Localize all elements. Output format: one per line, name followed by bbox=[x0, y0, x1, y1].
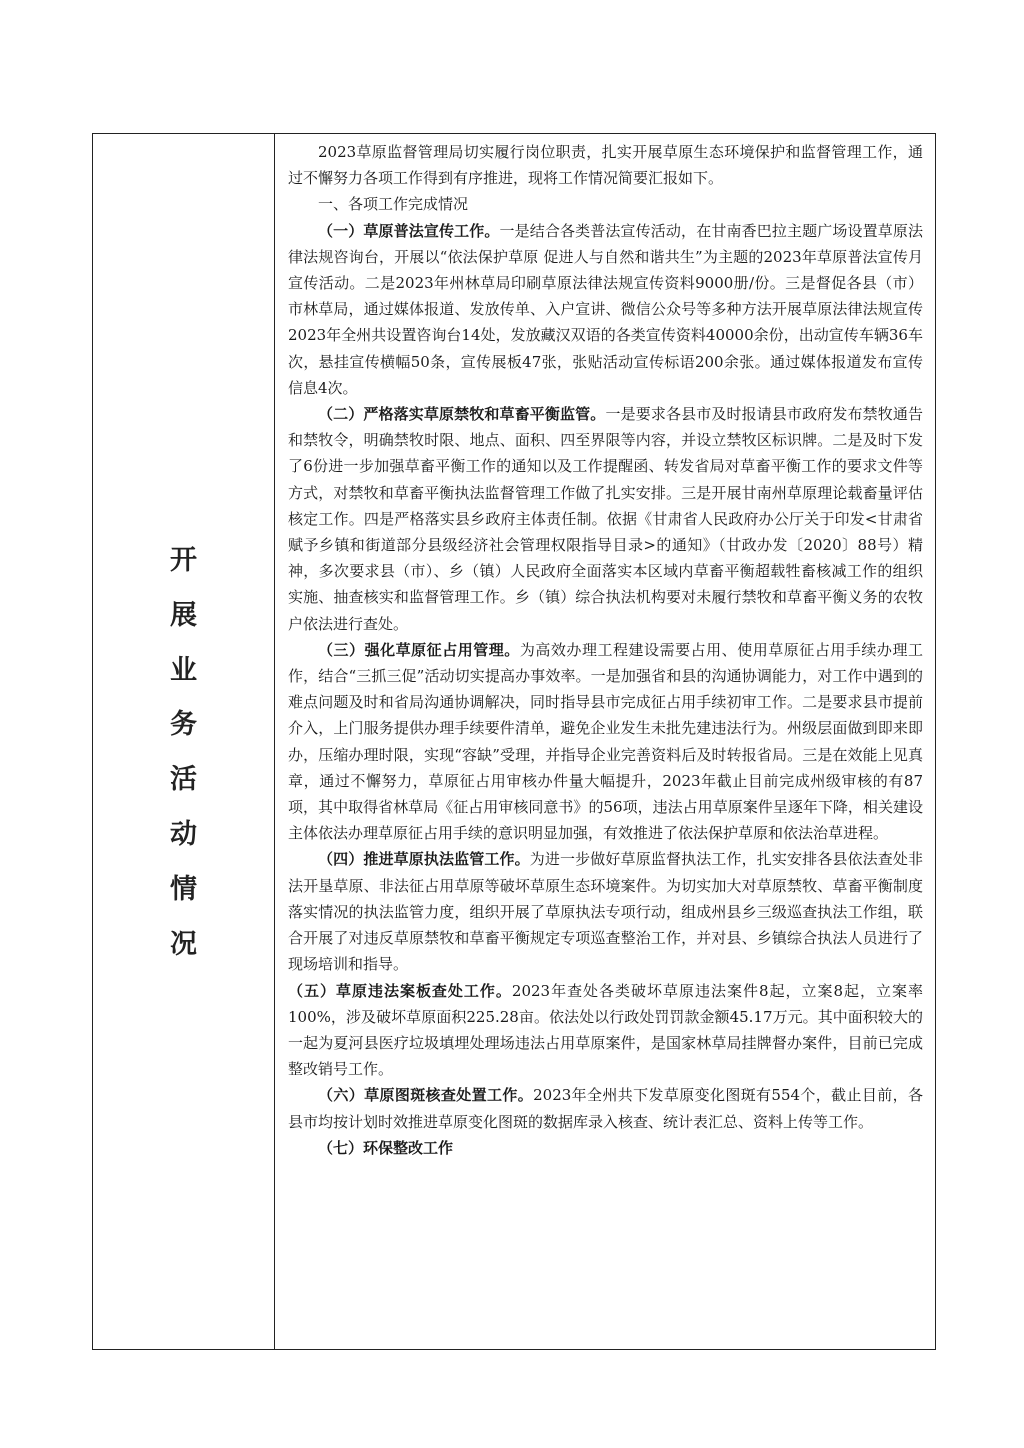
paragraph-text: 一是结合各类普法宣传活动，在甘南香巴拉主题广场设置草原法律法规咨询台，开展以“依法保护草原 促进人与自然和谐共生”为主题的2023年草原普法宣传月宣传活动。二是2023年州林草局印刷草原法律法规宣传资料9000册/份。三是督促各县（市）市林草局，通过媒体报道、发放传单、入户宣讲、微信公众号等多种方法开展草原法律法规宣传2023年全州共设置咨询台14处，发放藏汉双语的各类宣传资料40000余份，出动宣传车辆36车次，悬挂宣传横幅50条，宣传展板47张，张贴活动宣传标语200余张。通过媒体报道发布宣传信息4次。 bbox=[288, 221, 923, 397]
paragraph-text: 为进一步做好草原监督执法工作，扎实安排各县依法查处非法开垦草原、非法征占用草原等破坏草原生态环境案件。为切实加大对草原禁牧、草畜平衡制度落实情况的执法监管力度，组织开展了草原执法专项行动，组成州县乡三级巡查执法工作组，联合开展了对违反草原禁牧和草畜平衡规定专项巡查整治工作，并对县、乡镇综合执法人员进行了现场培训和指导。 bbox=[288, 850, 923, 974]
paragraph-3 bbox=[288, 637, 923, 847]
paragraph-text: 2023年全州共下发草原变化图斑有554个，截止目前，各县市均按计划时效推进草原变化图斑的数据库录入核查、统计表汇总、资料上传等工作。 bbox=[288, 1086, 923, 1131]
content-cell bbox=[275, 134, 935, 1349]
section-label bbox=[93, 534, 274, 972]
paragraph-heading: （五）草原违法案板查处工作。 bbox=[288, 981, 512, 1000]
section-label-char: 况 bbox=[170, 928, 197, 960]
section-label-char: 情 bbox=[170, 873, 197, 905]
section-label-char: 展 bbox=[170, 599, 197, 631]
section-heading bbox=[288, 191, 923, 217]
section-label-char: 活 bbox=[170, 764, 197, 796]
section-label-char: 业 bbox=[170, 654, 197, 686]
section-label-char: 务 bbox=[170, 709, 197, 741]
paragraph-heading: （四）推进草原执法监管工作。 bbox=[318, 850, 530, 869]
heading-text: 一、各项工作完成情况 bbox=[318, 195, 469, 214]
paragraph-text: 一是要求各县市及时报请县市政府发布禁牧通告和禁牧令，明确禁牧时限、地点、面积、四至界限等内容，并设立禁牧区标识牌。二是及时下发了6份进一步加强草畜平衡工作的通知以及工作提醒函、转发省局对草畜平衡工作的要求文件等方式，对禁牧和草畜平衡执法监督管理工作做了扎实安排。三是开展甘南州草原理论载畜量评估核定工作。四是严格落实县乡政府主体责任制。依据《甘肃省人民政府办公厅关于印发<甘肃省赋予乡镇和街道部分县级经济社会管理权限指导目录>的通知》（甘政办发〔2020〕88号）精神，多次要求县（市）、乡（镇）人民政府全面落实本区域内草畜平衡超载牲畜核减工作的组织实施、抽查核实和监督管理工作。乡（镇）综合执法机构要对未履行禁牧和草畜平衡义务的农牧户依法进行查处。 bbox=[288, 405, 923, 633]
paragraph-heading: （七）环保整改工作 bbox=[318, 1138, 454, 1157]
section-label-char: 开 bbox=[170, 545, 197, 576]
paragraph-text: 为高效办理工程建设需要占用、使用草原征占用手续办理工作，结合“三抓三促”活动切实提高办事效率。一是加强省和县的沟通协调能力，对工作中遇到的难点问题及时和省局沟通协调解决，同时指导县市完成征占用手续初审工作。二是要求县市提前介入，上门服务提供办理手续要件清单，避免企业发生未批先建违法行为。州级层面做到即来即办，压缩办理时限，实现“容缺”受理，并指导企业完善资料后及时转报省局。三是在效能上见真章，通过不懈努力，草原征占用审核办件量大幅提升，2023年截止目前完成州级审核的有87项，其中取得省林草局《征占用审核同意书》的56项，违法占用草原案件呈逐年下降，相关建设主体依法办理草原征占用手续的意识明显加强，有效推进了依法保护草原和依法治草进程。 bbox=[288, 640, 923, 843]
paragraph-text: 2023年查处各类破坏草原违法案件8起，立案8起，立案率100%，涉及破坏草原面积225.28亩。依法处以行政处罚罚款金额45.17万元。其中面积较大的一起为夏河县医疗垃圾填埋处理场违法占用草原案件，是国家林草局挂牌督办案件，目前已完成整改销号工作。 bbox=[288, 981, 923, 1079]
paragraph-heading: （六）草原图斑核查处置工作。 bbox=[318, 1086, 534, 1105]
section-label-cell bbox=[93, 134, 275, 1349]
intro-paragraph bbox=[288, 139, 923, 191]
paragraph-7 bbox=[288, 1135, 923, 1161]
paragraph-2 bbox=[288, 401, 923, 637]
paragraph-5 bbox=[288, 978, 923, 1083]
section-label-char: 动 bbox=[170, 818, 197, 850]
form-table bbox=[92, 133, 936, 1350]
paragraph-heading: （三）强化草原征占用管理。 bbox=[318, 640, 520, 659]
paragraph-text: 2023草原监督管理局切实履行岗位职责，扎实开展草原生态环境保护和监督管理工作，通过不懈努力各项工作得到有序推进，现将工作情况简要汇报如下。 bbox=[288, 143, 923, 188]
paragraph-heading: （二）严格落实草原禁牧和草畜平衡监管。 bbox=[318, 405, 606, 424]
paragraph-1 bbox=[288, 218, 923, 401]
paragraph-heading: （一）草原普法宣传工作。 bbox=[318, 221, 500, 240]
paragraph-6 bbox=[288, 1082, 923, 1134]
paragraph-4 bbox=[288, 846, 923, 977]
